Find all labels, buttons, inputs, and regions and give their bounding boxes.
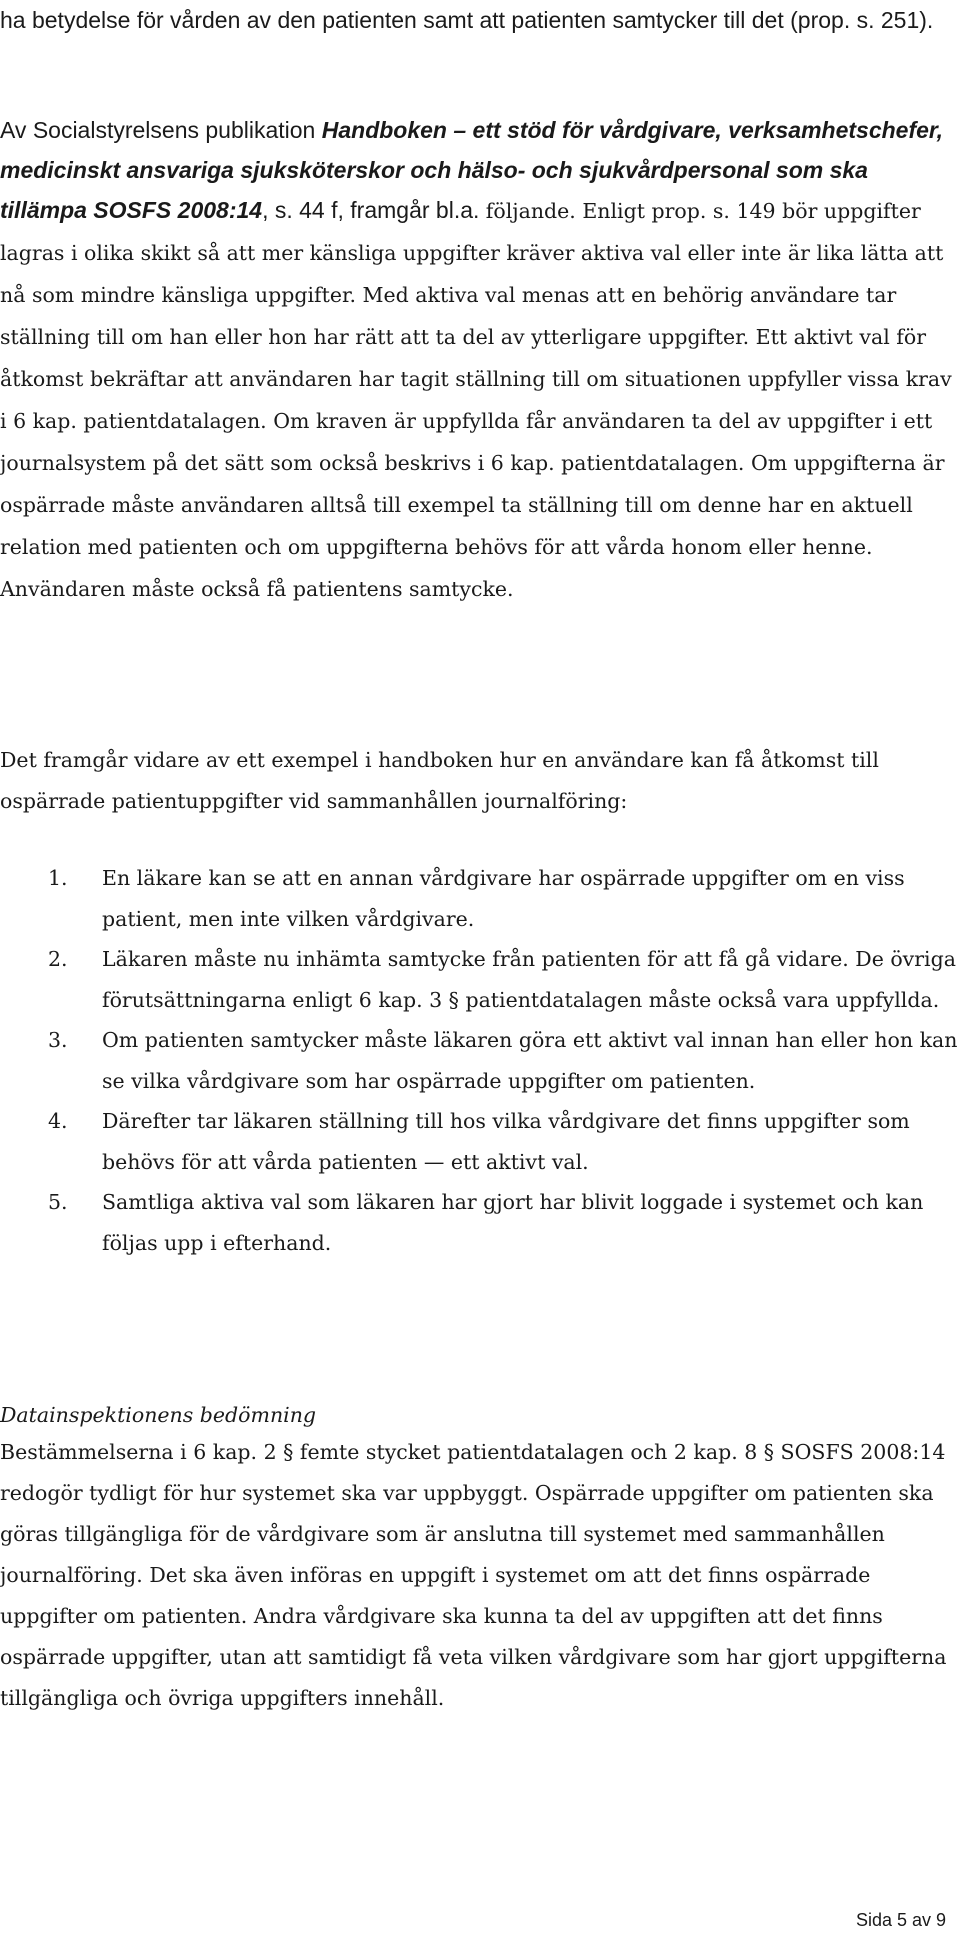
- list-item: [0, 1182, 958, 1263]
- list-text: En läkare kan se att en annan vårdgivare har ospärrade uppgifter om en viss patient, men inte vilken vårdgivare.: [102, 866, 905, 931]
- list-number: 3.: [48, 1028, 68, 1052]
- list-number: 2.: [48, 947, 68, 971]
- list-number: 4.: [48, 1109, 68, 1133]
- list-text: Läkaren måste nu inhämta samtycke från patienten för att få gå vidare. De övriga förutsättningarna enligt 6 kap. 3 § patientdatalagen måste också vara uppfyllda.: [102, 947, 956, 1012]
- paragraph-continuation: ha betydelse för vården av den patienten samt att patienten samtycker till det (prop. s. 251).: [0, 7, 934, 33]
- paragraph-intro: Av Socialstyrelsens publikation: [0, 117, 322, 143]
- paragraph-assessment: Bestämmelserna i 6 kap. 2 § femte stycket patientdatalagen och 2 kap. 8 § SOSFS 2008:14 redogör tydligt för hur systemet ska var uppbyggt. Ospärrade uppgifter om patienten ska göras tillgängliga för de vårdgivare som är anslutna till systemet med sammanhållen journalföring. Det ska även införas en uppgift i systemet om att det finns ospärrade uppgifter om patienten. Andra vårdgivare ska kunna ta del av uppgiften att det finns ospärrade uppgifter, utan att samtidigt få veta vilken vårdgivare som har gjort uppgifterna tillgängliga och övriga uppgifters innehåll.: [0, 1440, 947, 1710]
- list-item: [0, 858, 958, 939]
- paragraph-body: följande. Enligt prop. s. 149 bör uppgifter lagras i olika skikt så att mer känsliga uppgifter kräver aktiva val eller inte är lika lätta att nå som mindre känsliga uppgifter. Med aktiva val menas att en behörig användare tar ställning till om han eller hon har rätt att ta del av ytterligare uppgifter. Ett aktivt val för åtkomst bekräftar att användaren har tagit ställning till om situationen uppfyller vissa krav i 6 kap. patientdatalagen. Om kraven är uppfyllda får användaren ta del av uppgifter i ett journalsystem på det sätt som också beskrivs i 6 kap. patientdatalagen. Om uppgifterna är ospärrade måste användaren alltså till exempel ta ställning till om denne har en aktuell relation med patienten och om uppgifterna behövs för att vårda honom eller henne. Användaren måste också få patientens samtycke.: [0, 199, 952, 601]
- list-number: 1.: [48, 866, 68, 890]
- list-item: [0, 1101, 958, 1182]
- page-reference: , s. 44 f, framgår bl.a.: [262, 197, 480, 223]
- list-text: Om patienten samtycker måste läkaren göra ett aktivt val innan han eller hon kan se vilka vårdgivare som har ospärrade uppgifter om patienten.: [102, 1028, 958, 1093]
- list-number: 5.: [48, 1190, 68, 1214]
- numbered-list: [0, 858, 958, 1263]
- list-text: Därefter tar läkaren ställning till hos vilka vårdgivare det finns uppgifter som behövs för att vårda patienten — ett aktivt val.: [102, 1109, 910, 1174]
- list-item: [0, 1020, 958, 1101]
- page-number: Sida 5 av 9: [855, 1910, 946, 1930]
- paragraph-example-intro: Det framgår vidare av ett exempel i handboken hur en användare kan få åtkomst till ospärrade patientuppgifter vid sammanhållen journalföring:: [0, 748, 879, 813]
- handbook-title: Handboken – ett stöd för vårdgivare, verksamhetschefer, medicinskt ansvariga sjuksköterskor och hälso- och sjukvårdpersonal som ska tillämpa SOSFS 2008:14: [0, 117, 943, 223]
- list-item: [0, 939, 958, 1020]
- section-heading: Datainspektionens bedömning: [0, 1403, 317, 1427]
- list-text: Samtliga aktiva val som läkaren har gjort har blivit loggade i systemet och kan följas upp i efterhand.: [102, 1190, 924, 1255]
- paragraph-handbook-reference: [0, 110, 958, 610]
